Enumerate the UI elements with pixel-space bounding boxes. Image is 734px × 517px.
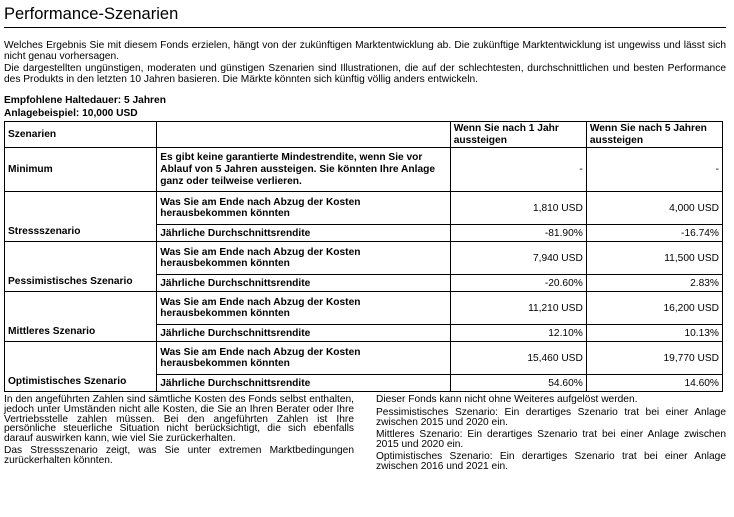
investment-example: Anlagebeispiel: 10,000 USD (4, 108, 138, 120)
value-cell: - (450, 148, 586, 192)
table-row (5, 292, 723, 325)
scenario-description: Es gibt keine garantierte Mindestrendite, wenn Sie vor Ablauf von 5 Jahren aussteigen. Sie könnten Ihre Anlage ganz oder teilweise verlieren. (157, 148, 450, 192)
footnote: In den angeführten Zahlen sind sämtliche Kosten des Fonds selbst enthalten, jedoch unter Umständen nicht alle Kosten, die Sie an Ihren Berater oder Ihre Vertriebsstelle zahlen müssen. Bei den angeführten Zahlen ist Ihre persönliche steuerliche Situation nicht berücksichtigt, die sich ebenfalls darauf auswirken kann, wie viel Sie zurückerhalten. (4, 394, 354, 444)
scenario-name: Mittleres Szenario (5, 292, 157, 342)
value-cell: 12.10% (450, 325, 586, 342)
footnote: Mittleres Szenario: Ein derartiges Szenario trat bei einer Anlage zwischen 2015 und 2020 ein. (376, 429, 726, 450)
table-row (5, 192, 723, 225)
table-row-minimum (5, 148, 723, 192)
value-cell: 4,000 USD (586, 192, 722, 225)
footnote: Dieser Fonds kann nicht ohne Weiteres aufgelöst werden. (376, 394, 638, 406)
investment-meta (4, 94, 726, 120)
amount-label: Was Sie am Ende nach Abzug der Kosten herausbekommen könnten (157, 192, 450, 225)
scenario-name: Pessimistisches Szenario (5, 242, 157, 292)
value-cell: 15,460 USD (450, 342, 586, 375)
header-one-year: Wenn Sie nach 1 Jahr aussteigen (450, 122, 586, 148)
scenario-name: Minimum (5, 148, 157, 192)
table-row (5, 242, 723, 275)
value-cell: 19,770 USD (586, 342, 722, 375)
page-title: Performance-Szenarien (4, 0, 726, 28)
value-cell: 1,810 USD (450, 192, 586, 225)
value-cell: -20.60% (450, 275, 586, 292)
value-cell: -81.90% (450, 225, 586, 242)
value-cell: 11,210 USD (450, 292, 586, 325)
scenario-name: Optimistisches Szenario (5, 342, 157, 392)
value-cell: - (586, 148, 722, 192)
table-row (5, 342, 723, 375)
intro-text (4, 40, 726, 85)
return-label: Jährliche Durchschnittsrendite (157, 375, 450, 392)
value-cell: 2.83% (586, 275, 722, 292)
holding-period: Empfohlene Haltedauer: 5 Jahren (4, 95, 166, 107)
value-cell: 14.60% (586, 375, 722, 392)
scenario-name: Stressszenario (5, 192, 157, 242)
scenario-table (4, 121, 723, 392)
footnote: Das Stressszenario zeigt, was Sie unter extremen Marktbedingungen zurückerhalten könnten. (4, 445, 354, 466)
header-scenarios: Szenarien (5, 122, 157, 148)
value-cell: 54.60% (450, 375, 586, 392)
amount-label: Was Sie am Ende nach Abzug der Kosten herausbekommen könnten (157, 342, 450, 375)
value-cell: 11,500 USD (586, 242, 722, 275)
footnote: Pessimistisches Szenario: Ein derartiges Szenario trat bei einer Anlage zwischen 2015 und 2020 ein. (376, 406, 726, 428)
footnote: Optimistisches Szenario: Ein derartiges Szenario trat bei einer Anlage zwischen 2016 und 2021 ein. (376, 451, 726, 472)
return-label: Jährliche Durchschnittsrendite (157, 275, 450, 292)
amount-label: Was Sie am Ende nach Abzug der Kosten herausbekommen könnten (157, 242, 450, 275)
value-cell: 10.13% (586, 325, 722, 342)
value-cell: 7,940 USD (450, 242, 586, 275)
header-five-years: Wenn Sie nach 5 Jahren aussteigen (586, 122, 722, 148)
header-empty (157, 122, 450, 148)
value-cell: -16.74% (586, 225, 722, 242)
value-cell: 16,200 USD (586, 292, 722, 325)
footnotes-right (376, 395, 726, 474)
footnotes-left (4, 395, 354, 474)
return-label: Jährliche Durchschnittsrendite (157, 325, 450, 342)
intro-paragraph: Die dargestellten ungünstigen, moderaten und günstigen Szenarien sind Illustrationen, die auf der schlechtesten, durchschnittlichen und besten Performance des Produkts in den letzten 10 Jahren basieren. Die Märkte könnten sich künftig völlig anders entwickeln. (4, 62, 726, 85)
intro-paragraph: Welches Ergebnis Sie mit diesem Fonds erzielen, hängt von der zukünftigen Marktentwicklung ab. Die zukünftige Marktentwicklung ist ungewiss und lässt sich nicht genau vorhersagen. (4, 40, 726, 63)
table-header-row (5, 122, 723, 148)
amount-label: Was Sie am Ende nach Abzug der Kosten herausbekommen könnten (157, 292, 450, 325)
return-label: Jährliche Durchschnittsrendite (157, 225, 450, 242)
document-page (4, 0, 726, 475)
footnotes (4, 395, 726, 474)
